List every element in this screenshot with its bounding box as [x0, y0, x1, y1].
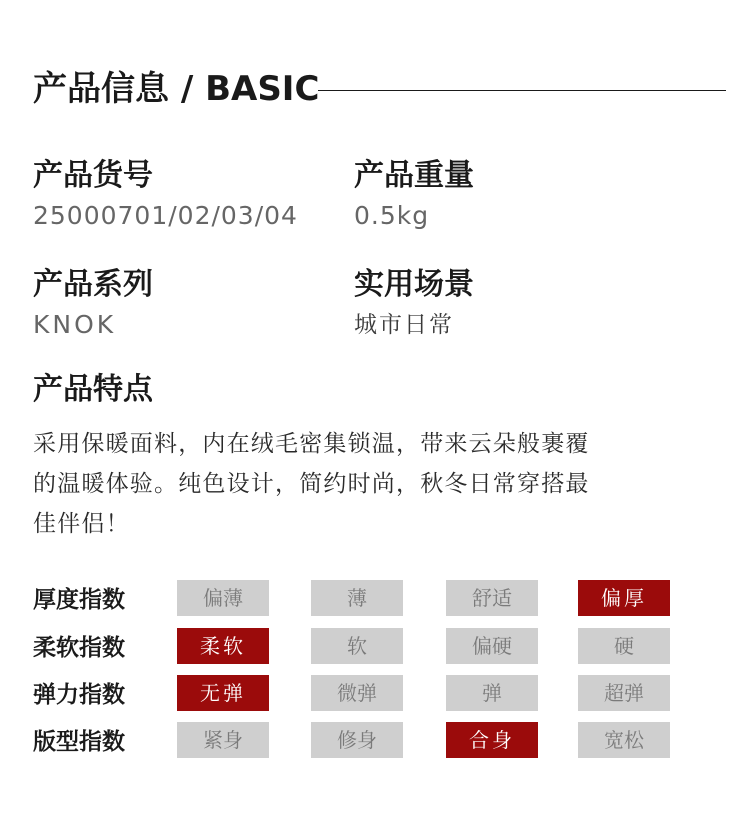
index-option: 薄	[311, 580, 403, 616]
index-option: 硬	[578, 628, 670, 664]
index-label: 弹力指数	[33, 682, 125, 708]
field-scene-value: 城市日常	[354, 312, 454, 338]
index-option: 弹	[446, 675, 538, 711]
index-label: 版型指数	[33, 729, 125, 755]
index-option: 柔软	[177, 628, 269, 664]
index-option: 偏硬	[446, 628, 538, 664]
features-label: 产品特点	[33, 372, 153, 407]
field-scene	[354, 265, 474, 342]
index-option: 无弹	[177, 675, 269, 711]
index-option: 偏厚	[578, 580, 670, 616]
field-weight-value: 0.5kg	[354, 201, 430, 230]
field-sku-value: 25000701/02/03/04	[33, 201, 298, 230]
index-option: 合身	[446, 722, 538, 758]
features-line: 采用保暖面料，内在绒毛密集锁温，带来云朵般裹覆	[33, 431, 590, 457]
field-sku	[33, 156, 298, 233]
index-option: 舒适	[446, 580, 538, 616]
field-sku-label: 产品货号	[33, 158, 153, 193]
field-weight	[354, 156, 474, 233]
field-weight-label: 产品重量	[354, 158, 474, 193]
index-row-elasticity	[33, 675, 733, 715]
index-option: 软	[311, 628, 403, 664]
index-label: 柔软指数	[33, 635, 125, 661]
index-option: 微弹	[311, 675, 403, 711]
index-option: 偏薄	[177, 580, 269, 616]
features-line: 佳伴侣！	[33, 511, 130, 537]
field-series	[33, 265, 153, 342]
field-series-label: 产品系列	[33, 267, 153, 302]
index-row-thickness	[33, 580, 733, 620]
section-title: 产品信息 / BASIC	[33, 69, 320, 109]
index-option: 修身	[311, 722, 403, 758]
field-series-value: KNOK	[33, 310, 117, 339]
features-text	[33, 424, 673, 544]
index-option: 宽松	[578, 722, 670, 758]
features-line: 的温暖体验。纯色设计，简约时尚，秋冬日常穿搭最	[33, 471, 590, 497]
index-option: 超弹	[578, 675, 670, 711]
field-scene-label: 实用场景	[354, 267, 474, 302]
title-divider	[318, 90, 726, 91]
index-option: 紧身	[177, 722, 269, 758]
index-row-softness	[33, 628, 733, 668]
index-row-fit	[33, 722, 733, 762]
index-label: 厚度指数	[33, 587, 125, 613]
